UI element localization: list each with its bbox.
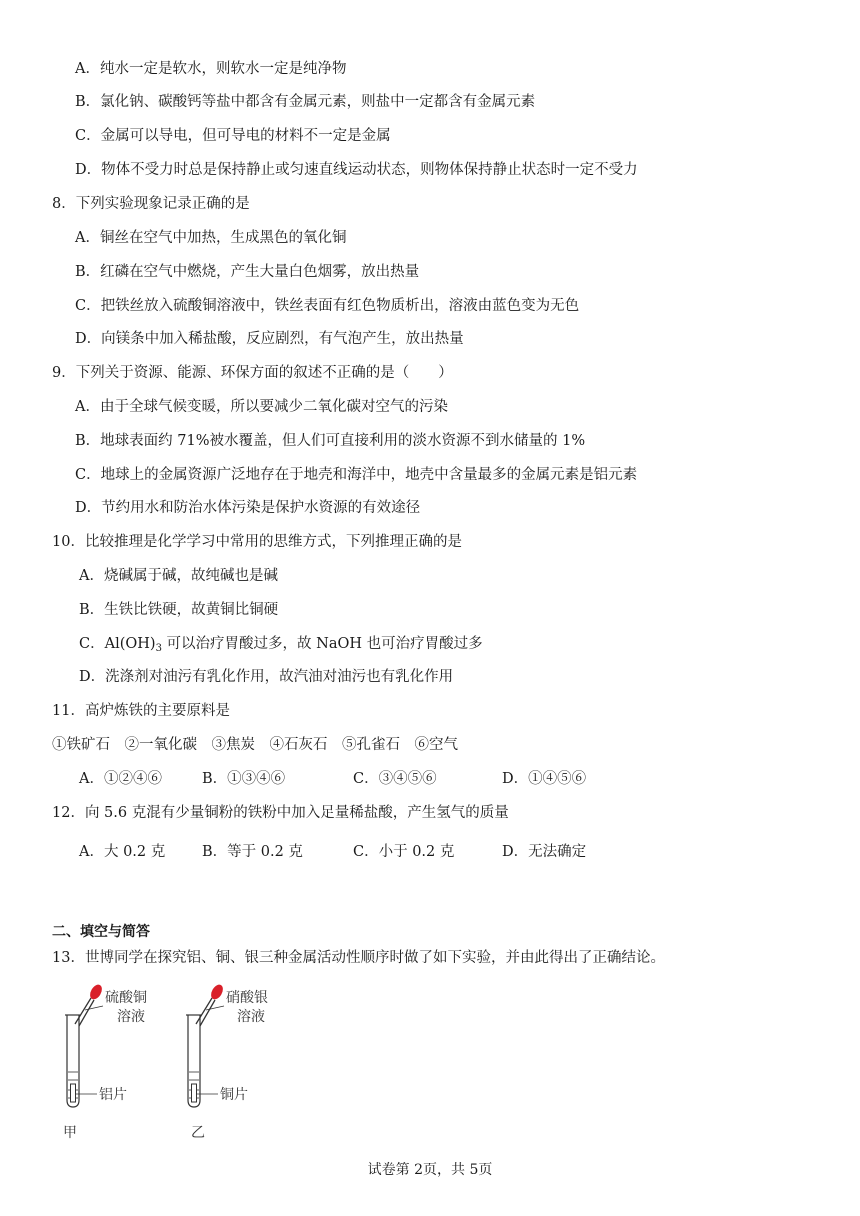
q10-option-a: A．烧碱属于碱，故纯碱也是碱 [79,568,278,584]
test-tube-jia [65,1015,81,1107]
q7-option-d: D．物体不受力时总是保持静止或匀速直线运动状态，则物体保持静止状态时一定不受力 [75,162,638,178]
q11-option-b: B．①③④⑥ [202,771,286,787]
q10-option-c-pre: C．Al(OH) [79,636,156,652]
test-tube-yi [186,1015,202,1107]
q7-option-c: C．金属可以导电，但可导电的材料不一定是金属 [75,128,391,144]
q11-option-d: D．①④⑤⑥ [502,771,587,787]
q10-option-c-post: 可以治疗胃酸过多，故 NaOH 也可治疗胃酸过多 [161,636,483,652]
fig-left-solution-line2: 溶液 [117,1009,145,1025]
q11-items: ①铁矿石 ②一氧化碳 ③焦炭 ④石灰石 ⑤孔雀石 ⑥空气 [52,737,458,753]
q9-stem: 9．下列关于资源、能源、环保方面的叙述不正确的是（ ） [52,365,453,381]
fig-left-caption: 甲 [63,1125,77,1141]
q12-option-d: D．无法确定 [502,844,587,860]
q7-option-b: B．氯化钠、碳酸钙等盐中都含有金属元素，则盐中一定都含有金属元素 [75,94,536,110]
fig-left-solution-line1: 硫酸铜 [105,990,147,1006]
fig-right-solution-line2: 溶液 [237,1009,265,1025]
q12-stem: 12．向 5.6 克混有少量铜粉的铁粉中加入足量稀盐酸，产生氢气的质量 [52,805,509,821]
q8-option-a: A．铜丝在空气中加热，生成黑色的氧化铜 [75,230,347,246]
q12-options [0,842,860,862]
q11-option-c: C．③④⑤⑥ [353,771,437,787]
q10-stem: 10．比较推理是化学学习中常用的思维方式，下列推理正确的是 [52,534,462,550]
q7-option-a: A．纯水一定是软水，则软水一定是纯净物 [75,61,347,77]
q11-options [0,769,860,789]
q12-option-a: A．大 0.2 克 [79,844,166,860]
fig-right-metal: 铜片 [220,1087,248,1103]
q8-stem: 8．下列实验现象记录正确的是 [52,196,250,212]
q9-option-c: C．地球上的金属资源广泛地存在于地壳和海洋中，地壳中含量最多的金属元素是铝元素 [75,467,638,483]
q8-option-c: C．把铁丝放入硫酸铜溶液中，铁丝表面有红色物质析出，溶液由蓝色变为无色 [75,298,580,314]
q12-option-b: B．等于 0.2 克 [202,844,303,860]
q8-option-b: B．红磷在空气中燃烧，产生大量白色烟雾，放出热量 [75,264,420,280]
q8-option-d: D．向镁条中加入稀盐酸，反应剧烈，有气泡产生，放出热量 [75,331,464,347]
q10-option-d: D．洗涤剂对油污有乳化作用，故汽油对油污也有乳化作用 [79,669,454,685]
q13-stem: 13．世博同学在探究铝、铜、银三种金属活动性顺序时做了如下实验，并由此得出了正确结论。 [52,950,665,966]
q10-option-c [79,634,483,659]
q9-option-b: B．地球表面约 71%被水覆盖，但人们可直接利用的淡水资源不到水储量的 1% [75,433,586,449]
q9-option-a: A．由于全球气候变暖，所以要减少二氧化碳对空气的污染 [75,399,448,415]
fig-right-solution-line1: 硝酸银 [226,990,268,1006]
fig-left-metal: 铝片 [99,1087,127,1103]
fig-right-caption: 乙 [191,1125,205,1141]
q9-option-d: D．节约用水和防治水体污染是保护水资源的有效途径 [75,500,421,516]
q10-option-b: B．生铁比铁硬，故黄铜比铜硬 [79,602,279,618]
q13-figure [55,980,315,1145]
section-heading: 二、填空与简答 [52,924,150,940]
q11-option-a: A．①②④⑥ [79,771,162,787]
q11-stem: 11．高炉炼铁的主要原料是 [52,703,230,719]
q12-option-c: C．小于 0.2 克 [353,844,455,860]
q10-option-c-subscript: 3 [155,643,162,654]
page-footer: 试卷第 2页，共 5页 [367,1162,493,1178]
